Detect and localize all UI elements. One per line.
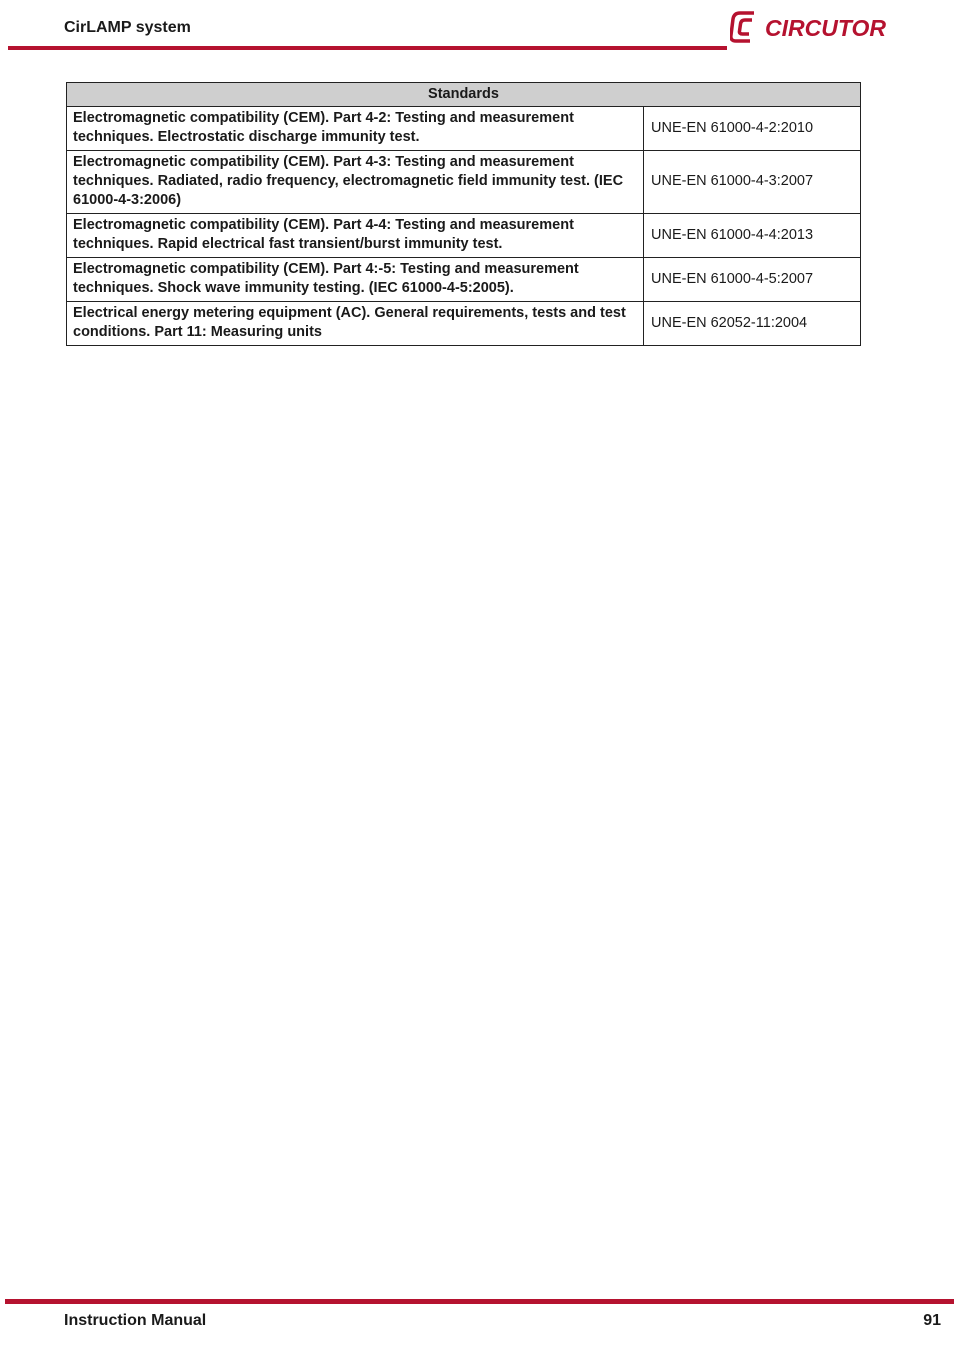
table-header-row bbox=[67, 83, 861, 107]
table-row bbox=[67, 302, 861, 346]
table-heading: Standards bbox=[67, 83, 861, 107]
standard-code: UNE-EN 61000-4-5:2007 bbox=[644, 258, 861, 302]
page-number: 91 bbox=[923, 1312, 941, 1329]
circutor-logo-icon bbox=[731, 13, 754, 41]
document-title: CirLAMP system bbox=[64, 19, 191, 36]
standard-description: Electromagnetic compatibility (CEM). Part 4:-5: Testing and measurement techniques. Shock wave immunity testing. (IEC 61000-4-5:2005). bbox=[67, 258, 644, 302]
standard-description: Electromagnetic compatibility (CEM). Part 4-4: Testing and measurement techniques. Rapid electrical fast transient/burst immunity test. bbox=[67, 214, 644, 258]
standard-code: UNE-EN 61000-4-3:2007 bbox=[644, 151, 861, 214]
standard-code: UNE-EN 62052-11:2004 bbox=[644, 302, 861, 346]
standard-code: UNE-EN 61000-4-4:2013 bbox=[644, 214, 861, 258]
standard-description: Electromagnetic compatibility (CEM). Part 4-2: Testing and measurement techniques. Electrostatic discharge immunity test. bbox=[67, 107, 644, 151]
table-row bbox=[67, 107, 861, 151]
standards-table bbox=[66, 82, 861, 346]
circutor-logo bbox=[730, 9, 910, 45]
table-row bbox=[67, 151, 861, 214]
brand-wordmark: CIRCUTOR bbox=[765, 15, 886, 41]
header-divider bbox=[8, 46, 727, 50]
footer-divider bbox=[5, 1299, 954, 1304]
standard-description: Electrical energy metering equipment (AC). General requirements, tests and test conditions. Part 11: Measuring units bbox=[67, 302, 644, 346]
table-row bbox=[67, 214, 861, 258]
standard-description: Electromagnetic compatibility (CEM). Part 4-3: Testing and measurement techniques. Radiated, radio frequency, electromagnetic field immunity test. (IEC 61000-4-3:2006) bbox=[67, 151, 644, 214]
standard-code: UNE-EN 61000-4-2:2010 bbox=[644, 107, 861, 151]
footer-manual-label: Instruction Manual bbox=[64, 1312, 207, 1329]
table-row bbox=[67, 258, 861, 302]
